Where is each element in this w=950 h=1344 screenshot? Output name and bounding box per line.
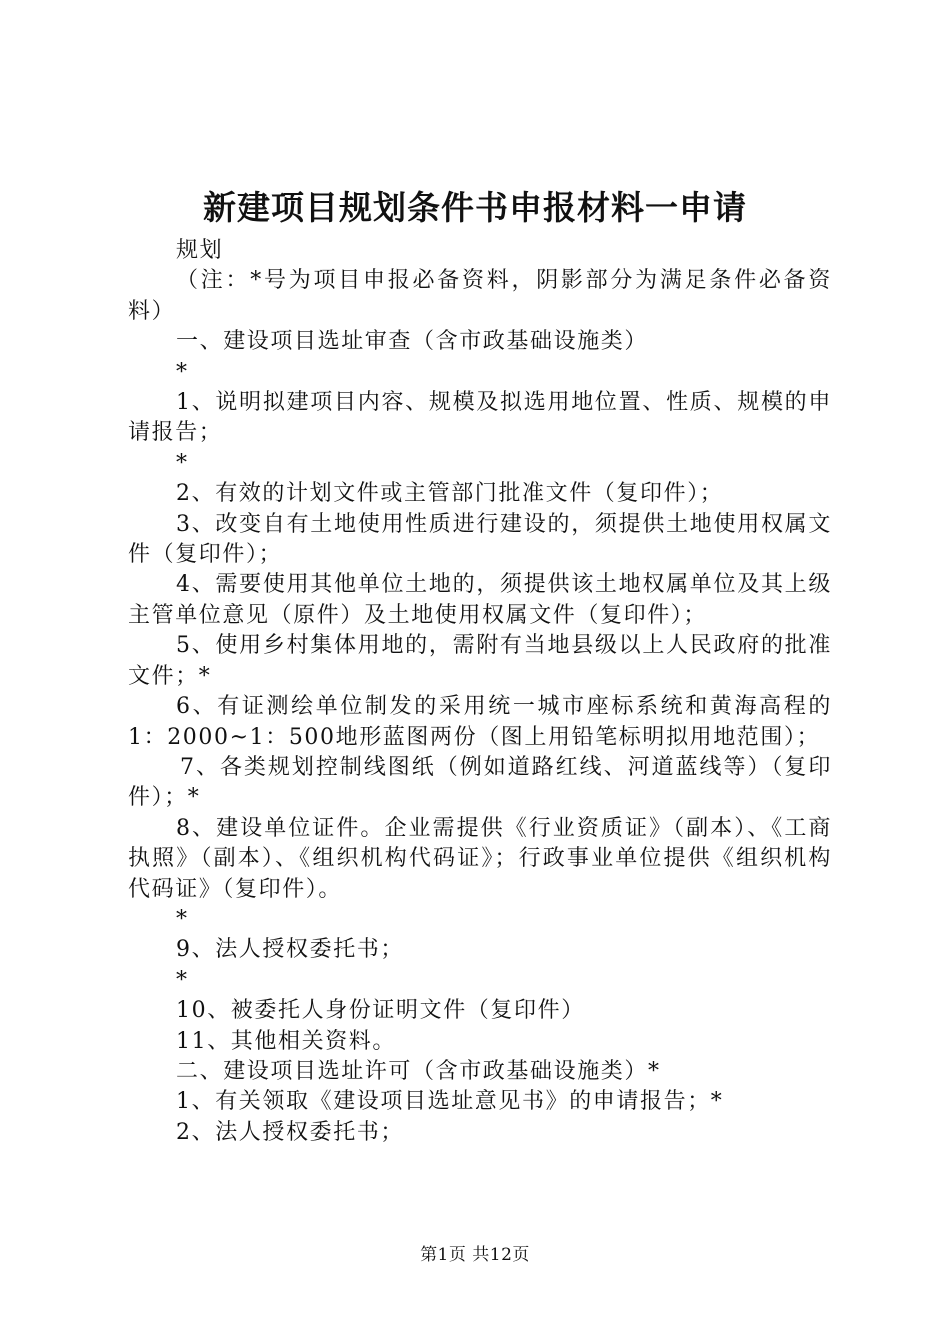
paragraph: 1、有关领取《建设项目选址意见书》的申请报告；* (176, 1089, 724, 1115)
document-body (128, 236, 832, 1148)
paragraph: 2、法人授权委托书； (176, 1119, 404, 1145)
paragraph: 7、各类规划控制线图纸（例如道路红线、河道蓝线等）（复印件）；* (128, 754, 832, 811)
paragraph: 3、改变自有土地使用性质进行建设的，须提供土地使用权属文件（复印件）； (128, 511, 832, 568)
paragraph: 规划 (176, 238, 224, 263)
paragraph: 1、说明拟建项目内容、规模及拟选用地位置、性质、规模的申请报告； (128, 390, 832, 446)
page-number-footer: 第1页 共12页 (420, 1245, 530, 1265)
paragraph: * (176, 906, 189, 932)
paragraph: 二、建设项目选址许可（含市政基础设施类）* (176, 1058, 661, 1084)
paragraph: 8、建设单位证件。企业需提供《行业资质证》（副本）、《工商执照》（副本）、《组织机构代码证》；行政事业单位提供《组织机构代码证》（复印件）。 (128, 815, 832, 902)
document-title: 新建项目规划条件书申报材料一申请 (203, 188, 747, 227)
paragraph: 11、其他相关资料。 (176, 1028, 396, 1054)
paragraph: 6、有证测绘单位制发的采用统一城市座标系统和黄海高程的1：2000~1：500地形蓝图两份（图上用铅笔标明拟用地范围）； (128, 694, 832, 750)
paragraph: （注：*号为项目申报必备资料，阴影部分为满足条件必备资料） (128, 268, 832, 324)
paragraph: 一、建设项目选址审查（含市政基础设施类） (176, 329, 649, 355)
paragraph: 2、有效的计划文件或主管部门批准文件（复印件）； (176, 481, 724, 507)
paragraph: 5、使用乡村集体用地的，需附有当地县级以上人民政府的批准文件；* (128, 633, 832, 689)
paragraph: 4、需要使用其他单位土地的，须提供该土地权属单位及其上级主管单位意见（原件）及土地使用权属文件（复印件）； (128, 572, 832, 628)
paragraph: * (176, 359, 189, 385)
paragraph: * (176, 450, 189, 476)
paragraph: 10、被委托人身份证明文件（复印件） (176, 998, 585, 1024)
paragraph: * (176, 967, 189, 993)
paragraph: 9、法人授权委托书； (176, 937, 404, 963)
